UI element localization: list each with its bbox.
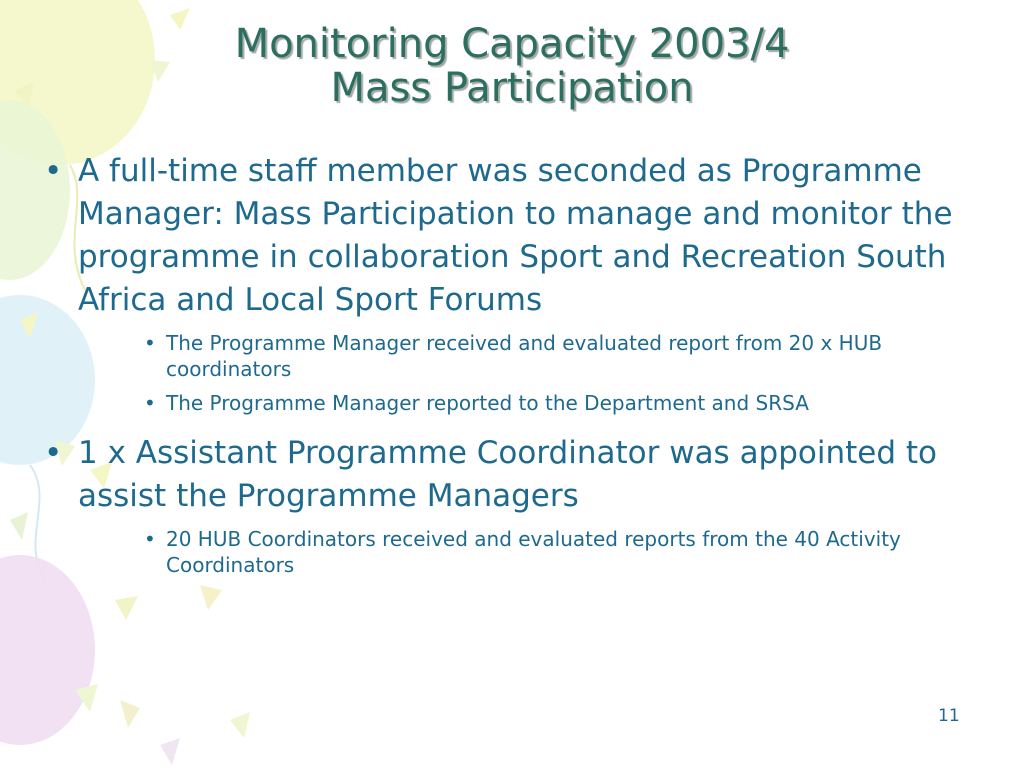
title-line-1: Monitoring Capacity 2003/4: [234, 21, 790, 67]
confetti: [160, 738, 180, 765]
bullet-text: A full-time staff member was seconded as Programme Manager: Mass Participation to manage and monitor the programme in collaboration Sport and Recreation South Africa and Local Sport Forums: [78, 153, 953, 318]
confetti: [230, 712, 250, 738]
page-number: 11: [938, 706, 960, 726]
bullet-dot: •: [44, 153, 63, 189]
sub-bullet-text: 20 HUB Coordinators received and evaluated reports from the 40 Activity Coordinators: [166, 527, 901, 577]
slide-title: [0, 22, 1024, 110]
sub-bullet-item: [144, 526, 966, 578]
sub-bullet-text: The Programme Manager received and evaluated report from 20 x HUB coordinators: [166, 331, 883, 381]
confetti: [115, 596, 138, 620]
confetti: [120, 700, 140, 728]
bullet-text: 1 x Assistant Programme Coordinator was appointed to assist the Programme Managers: [78, 435, 938, 514]
confetti: [200, 585, 222, 610]
bullet-dot: •: [144, 391, 156, 415]
bullet-dot: •: [44, 435, 63, 471]
bullet-item: [42, 432, 992, 518]
confetti: [10, 512, 28, 540]
title-line-2: Mass Participation: [330, 65, 694, 111]
bullet-dot: •: [144, 527, 156, 551]
sub-bullet-text: The Programme Manager reported to the Department and SRSA: [166, 391, 809, 415]
sub-bullet-item: [144, 390, 966, 416]
bullet-dot: •: [144, 331, 156, 355]
sub-bullet-item: [144, 330, 966, 382]
slide-body: [42, 150, 992, 578]
balloon-purple: [0, 555, 95, 745]
bullet-item: [42, 150, 992, 322]
